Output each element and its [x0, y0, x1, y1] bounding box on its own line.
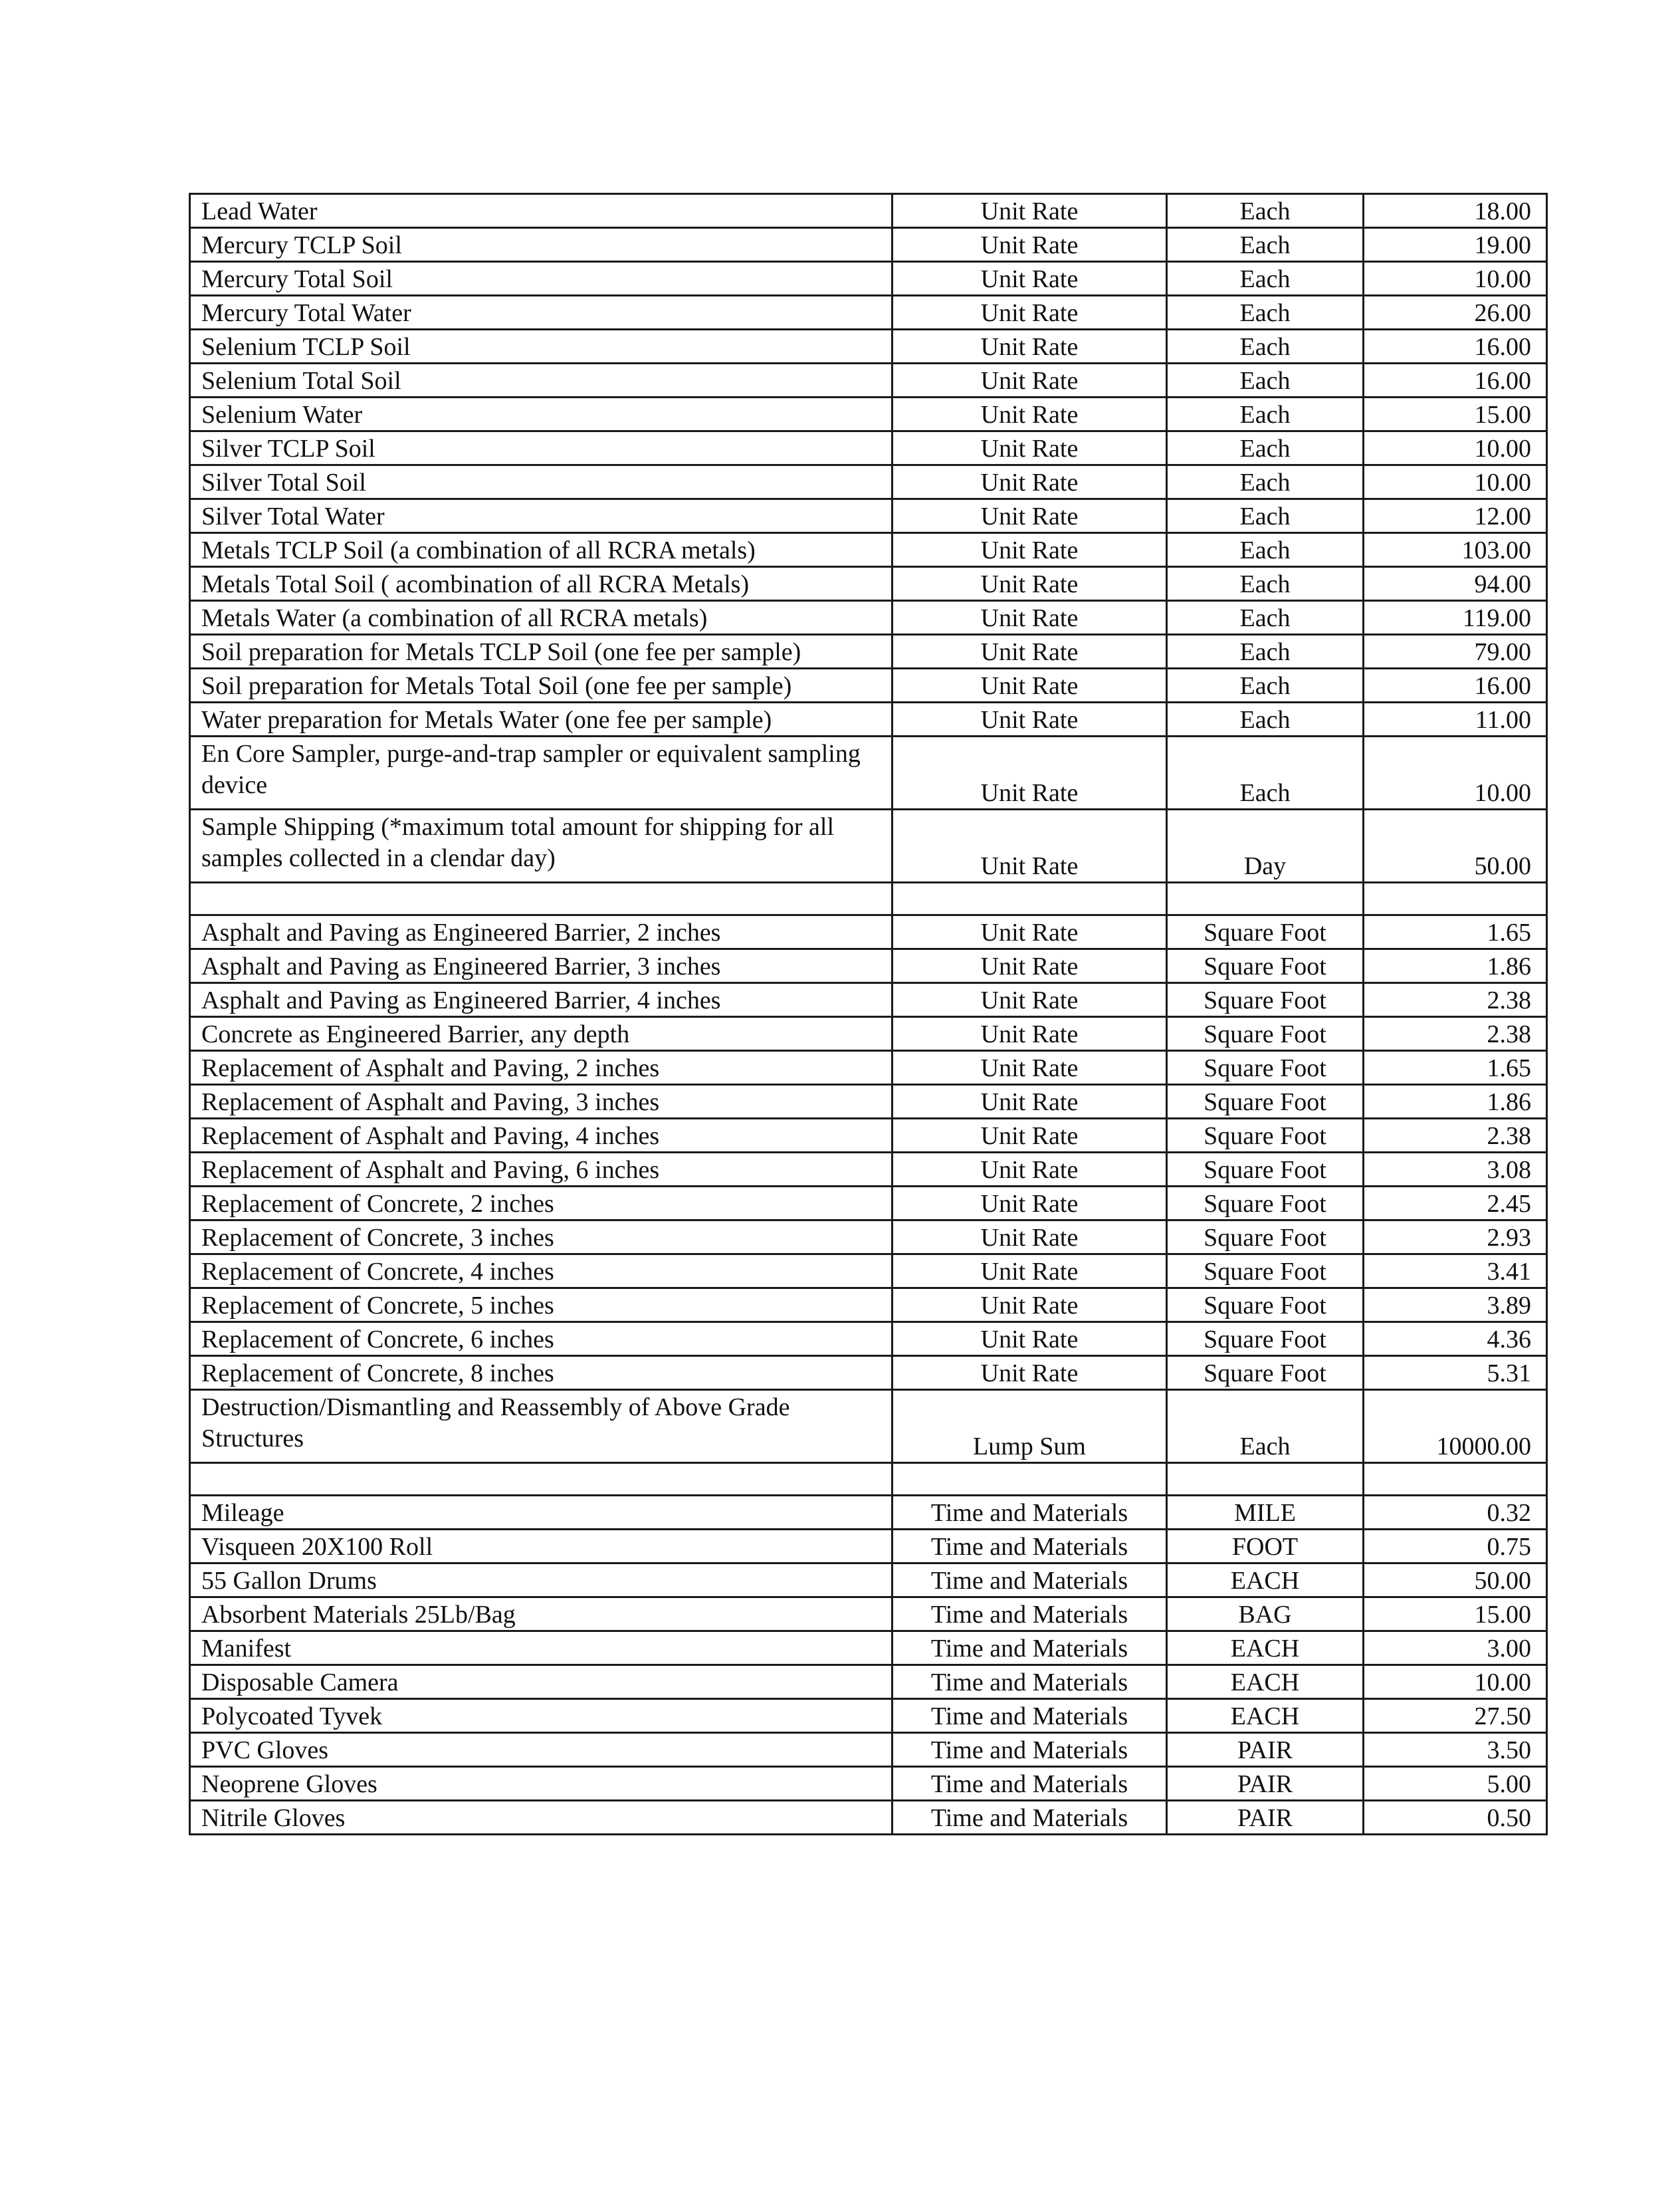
price-cell: 2.38	[1364, 1017, 1547, 1051]
table-row	[190, 983, 1547, 1017]
item-description-cell: Mercury TCLP Soil	[190, 228, 892, 262]
fee-schedule-body	[190, 194, 1547, 1835]
price-cell: 4.36	[1364, 1322, 1547, 1356]
unit-cell: Square Foot	[1167, 983, 1364, 1017]
price-cell: 1.86	[1364, 949, 1547, 983]
rate-type-cell: Unit Rate	[892, 194, 1167, 228]
table-row	[190, 1699, 1547, 1733]
rate-type-cell: Unit Rate	[892, 1085, 1167, 1119]
price-cell: 15.00	[1364, 398, 1547, 431]
item-description-cell: Silver Total Water	[190, 499, 892, 533]
price-cell: 2.93	[1364, 1220, 1547, 1254]
price-cell: 19.00	[1364, 228, 1547, 262]
item-description-cell	[190, 883, 892, 915]
unit-cell: Each	[1167, 296, 1364, 330]
rate-type-cell: Time and Materials	[892, 1665, 1167, 1699]
unit-cell: Each	[1167, 499, 1364, 533]
price-cell: 16.00	[1364, 669, 1547, 703]
rate-type-cell: Unit Rate	[892, 431, 1167, 465]
rate-type-cell: Unit Rate	[892, 983, 1167, 1017]
price-cell: 3.89	[1364, 1288, 1547, 1322]
table-row	[190, 1496, 1547, 1530]
unit-cell: EACH	[1167, 1563, 1364, 1597]
unit-cell: Square Foot	[1167, 1017, 1364, 1051]
price-cell	[1364, 1463, 1547, 1496]
table-row	[190, 1254, 1547, 1288]
item-description-cell: Silver Total Soil	[190, 465, 892, 499]
table-row	[190, 330, 1547, 364]
price-cell: 79.00	[1364, 635, 1547, 669]
table-row	[190, 1530, 1547, 1563]
table-row	[190, 601, 1547, 635]
price-cell: 3.08	[1364, 1153, 1547, 1187]
item-description-cell: Disposable Camera	[190, 1665, 892, 1699]
unit-cell: Each	[1167, 601, 1364, 635]
price-cell: 10.00	[1364, 262, 1547, 296]
item-description-cell: Metals TCLP Soil (a combination of all RCRA metals)	[190, 533, 892, 567]
rate-type-cell: Unit Rate	[892, 330, 1167, 364]
rate-type-cell: Unit Rate	[892, 1288, 1167, 1322]
rate-type-cell	[892, 1463, 1167, 1496]
unit-cell: EACH	[1167, 1699, 1364, 1733]
table-spacer-row	[190, 1463, 1547, 1496]
unit-cell: Each	[1167, 398, 1364, 431]
table-row	[190, 1733, 1547, 1767]
item-description-cell: En Core Sampler, purge-and-trap sampler or equivalent sampling device	[190, 737, 892, 810]
rate-type-cell: Unit Rate	[892, 1017, 1167, 1051]
price-cell: 10.00	[1364, 737, 1547, 810]
item-description-cell: PVC Gloves	[190, 1733, 892, 1767]
table-row	[190, 1288, 1547, 1322]
price-cell: 10.00	[1364, 431, 1547, 465]
unit-cell: Each	[1167, 194, 1364, 228]
price-cell: 94.00	[1364, 567, 1547, 601]
item-description-cell: Metals Total Soil ( acombination of all RCRA Metals)	[190, 567, 892, 601]
unit-cell: Each	[1167, 533, 1364, 567]
unit-cell: PAIR	[1167, 1733, 1364, 1767]
unit-cell: Square Foot	[1167, 1356, 1364, 1390]
table-row	[190, 1767, 1547, 1801]
table-row	[190, 465, 1547, 499]
rate-type-cell: Time and Materials	[892, 1496, 1167, 1530]
item-description-cell: Nitrile Gloves	[190, 1801, 892, 1835]
table-row	[190, 1801, 1547, 1835]
price-cell: 119.00	[1364, 601, 1547, 635]
unit-cell: Each	[1167, 364, 1364, 398]
price-cell: 3.00	[1364, 1631, 1547, 1665]
rate-type-cell: Unit Rate	[892, 1220, 1167, 1254]
unit-cell	[1167, 1463, 1364, 1496]
rate-type-cell: Unit Rate	[892, 262, 1167, 296]
unit-cell: Square Foot	[1167, 915, 1364, 949]
unit-cell: Square Foot	[1167, 1153, 1364, 1187]
price-cell: 10.00	[1364, 1665, 1547, 1699]
rate-type-cell: Time and Materials	[892, 1530, 1167, 1563]
rate-type-cell: Time and Materials	[892, 1597, 1167, 1631]
item-description-cell: Replacement of Concrete, 8 inches	[190, 1356, 892, 1390]
unit-cell: Square Foot	[1167, 1322, 1364, 1356]
table-row	[190, 262, 1547, 296]
table-spacer-row	[190, 883, 1547, 915]
fee-schedule-table	[189, 193, 1548, 1835]
price-cell: 50.00	[1364, 1563, 1547, 1597]
price-cell: 0.75	[1364, 1530, 1547, 1563]
unit-cell: Square Foot	[1167, 1119, 1364, 1153]
unit-cell: Each	[1167, 228, 1364, 262]
table-row	[190, 1356, 1547, 1390]
unit-cell: Each	[1167, 330, 1364, 364]
item-description-cell: Replacement of Concrete, 5 inches	[190, 1288, 892, 1322]
unit-cell: Square Foot	[1167, 1254, 1364, 1288]
item-description-cell: Manifest	[190, 1631, 892, 1665]
item-description-cell: Mercury Total Water	[190, 296, 892, 330]
rate-type-cell: Unit Rate	[892, 810, 1167, 883]
price-cell: 16.00	[1364, 364, 1547, 398]
unit-cell: Square Foot	[1167, 1085, 1364, 1119]
table-row	[190, 1631, 1547, 1665]
table-row	[190, 364, 1547, 398]
unit-cell: PAIR	[1167, 1767, 1364, 1801]
unit-cell: Each	[1167, 567, 1364, 601]
table-row	[190, 737, 1547, 810]
price-cell: 5.00	[1364, 1767, 1547, 1801]
item-description-cell: Neoprene Gloves	[190, 1767, 892, 1801]
unit-cell: Square Foot	[1167, 1187, 1364, 1220]
price-cell: 50.00	[1364, 810, 1547, 883]
unit-cell: FOOT	[1167, 1530, 1364, 1563]
rate-type-cell: Unit Rate	[892, 601, 1167, 635]
rate-type-cell: Time and Materials	[892, 1631, 1167, 1665]
table-row	[190, 1665, 1547, 1699]
table-row	[190, 1187, 1547, 1220]
price-cell: 27.50	[1364, 1699, 1547, 1733]
price-cell: 3.41	[1364, 1254, 1547, 1288]
item-description-cell: Replacement of Concrete, 3 inches	[190, 1220, 892, 1254]
table-row	[190, 703, 1547, 737]
table-row	[190, 194, 1547, 228]
rate-type-cell: Unit Rate	[892, 1119, 1167, 1153]
table-row	[190, 567, 1547, 601]
price-cell: 5.31	[1364, 1356, 1547, 1390]
rate-type-cell: Unit Rate	[892, 567, 1167, 601]
table-row	[190, 533, 1547, 567]
table-row	[190, 296, 1547, 330]
table-row	[190, 1390, 1547, 1463]
price-cell: 1.65	[1364, 915, 1547, 949]
table-row	[190, 810, 1547, 883]
item-description-cell: Replacement of Concrete, 2 inches	[190, 1187, 892, 1220]
item-description-cell: 55 Gallon Drums	[190, 1563, 892, 1597]
rate-type-cell: Unit Rate	[892, 364, 1167, 398]
rate-type-cell: Time and Materials	[892, 1563, 1167, 1597]
item-description-cell: Absorbent Materials 25Lb/Bag	[190, 1597, 892, 1631]
table-row	[190, 1119, 1547, 1153]
price-cell: 12.00	[1364, 499, 1547, 533]
unit-cell: Square Foot	[1167, 1220, 1364, 1254]
price-cell: 18.00	[1364, 194, 1547, 228]
rate-type-cell: Unit Rate	[892, 296, 1167, 330]
price-cell: 3.50	[1364, 1733, 1547, 1767]
table-row	[190, 669, 1547, 703]
table-row	[190, 915, 1547, 949]
rate-type-cell	[892, 883, 1167, 915]
item-description-cell: Soil preparation for Metals TCLP Soil (one fee per sample)	[190, 635, 892, 669]
item-description-cell: Replacement of Concrete, 6 inches	[190, 1322, 892, 1356]
rate-type-cell: Unit Rate	[892, 1356, 1167, 1390]
item-description-cell	[190, 1463, 892, 1496]
rate-type-cell: Unit Rate	[892, 398, 1167, 431]
item-description-cell: Metals Water (a combination of all RCRA metals)	[190, 601, 892, 635]
rate-type-cell: Unit Rate	[892, 915, 1167, 949]
unit-cell: Each	[1167, 737, 1364, 810]
table-row	[190, 1220, 1547, 1254]
unit-cell: Each	[1167, 1390, 1364, 1463]
item-description-cell: Polycoated Tyvek	[190, 1699, 892, 1733]
table-row	[190, 635, 1547, 669]
table-row	[190, 1051, 1547, 1085]
item-description-cell: Lead Water	[190, 194, 892, 228]
item-description-cell: Replacement of Asphalt and Paving, 2 inches	[190, 1051, 892, 1085]
rate-type-cell: Unit Rate	[892, 635, 1167, 669]
item-description-cell: Asphalt and Paving as Engineered Barrier, 4 inches	[190, 983, 892, 1017]
price-cell: 10.00	[1364, 465, 1547, 499]
price-cell: 15.00	[1364, 1597, 1547, 1631]
item-description-cell: Selenium TCLP Soil	[190, 330, 892, 364]
item-description-cell: Asphalt and Paving as Engineered Barrier, 3 inches	[190, 949, 892, 983]
rate-type-cell: Time and Materials	[892, 1699, 1167, 1733]
price-cell	[1364, 883, 1547, 915]
rate-type-cell: Time and Materials	[892, 1767, 1167, 1801]
rate-type-cell: Unit Rate	[892, 465, 1167, 499]
rate-type-cell: Unit Rate	[892, 499, 1167, 533]
table-row	[190, 1085, 1547, 1119]
item-description-cell: Soil preparation for Metals Total Soil (one fee per sample)	[190, 669, 892, 703]
rate-type-cell: Unit Rate	[892, 949, 1167, 983]
table-row	[190, 431, 1547, 465]
price-cell: 1.65	[1364, 1051, 1547, 1085]
rate-type-cell: Unit Rate	[892, 533, 1167, 567]
item-description-cell: Replacement of Asphalt and Paving, 3 inches	[190, 1085, 892, 1119]
unit-cell: Day	[1167, 810, 1364, 883]
price-cell: 2.38	[1364, 1119, 1547, 1153]
item-description-cell: Replacement of Concrete, 4 inches	[190, 1254, 892, 1288]
rate-type-cell: Unit Rate	[892, 1051, 1167, 1085]
price-cell: 103.00	[1364, 533, 1547, 567]
rate-type-cell: Unit Rate	[892, 669, 1167, 703]
table-row	[190, 1597, 1547, 1631]
price-cell: 0.50	[1364, 1801, 1547, 1835]
price-cell: 16.00	[1364, 330, 1547, 364]
unit-cell: Each	[1167, 465, 1364, 499]
rate-type-cell: Unit Rate	[892, 1187, 1167, 1220]
item-description-cell: Asphalt and Paving as Engineered Barrier, 2 inches	[190, 915, 892, 949]
table-row	[190, 499, 1547, 533]
unit-cell: MILE	[1167, 1496, 1364, 1530]
price-cell: 0.32	[1364, 1496, 1547, 1530]
price-cell: 1.86	[1364, 1085, 1547, 1119]
item-description-cell: Selenium Total Soil	[190, 364, 892, 398]
item-description-cell: Concrete as Engineered Barrier, any depth	[190, 1017, 892, 1051]
table-row	[190, 228, 1547, 262]
unit-cell: Each	[1167, 669, 1364, 703]
table-row	[190, 949, 1547, 983]
table-row	[190, 1153, 1547, 1187]
item-description-cell: Mileage	[190, 1496, 892, 1530]
unit-cell: Square Foot	[1167, 1051, 1364, 1085]
unit-cell: EACH	[1167, 1631, 1364, 1665]
rate-type-cell: Unit Rate	[892, 703, 1167, 737]
item-description-cell: Water preparation for Metals Water (one fee per sample)	[190, 703, 892, 737]
item-description-cell: Mercury Total Soil	[190, 262, 892, 296]
rate-type-cell: Time and Materials	[892, 1801, 1167, 1835]
table-row	[190, 1563, 1547, 1597]
rate-type-cell: Time and Materials	[892, 1733, 1167, 1767]
rate-type-cell: Unit Rate	[892, 228, 1167, 262]
price-cell: 11.00	[1364, 703, 1547, 737]
unit-cell: EACH	[1167, 1665, 1364, 1699]
item-description-cell: Replacement of Asphalt and Paving, 6 inches	[190, 1153, 892, 1187]
unit-cell: Square Foot	[1167, 1288, 1364, 1322]
item-description-cell: Sample Shipping (*maximum total amount for shipping for all samples collected in a clendar day)	[190, 810, 892, 883]
unit-cell: Each	[1167, 431, 1364, 465]
table-row	[190, 1322, 1547, 1356]
price-cell: 2.38	[1364, 983, 1547, 1017]
price-cell: 10000.00	[1364, 1390, 1547, 1463]
unit-cell: Square Foot	[1167, 949, 1364, 983]
unit-cell: Each	[1167, 262, 1364, 296]
unit-cell: Each	[1167, 703, 1364, 737]
table-row	[190, 1017, 1547, 1051]
item-description-cell: Visqueen 20X100 Roll	[190, 1530, 892, 1563]
table-row	[190, 398, 1547, 431]
unit-cell: PAIR	[1167, 1801, 1364, 1835]
rate-type-cell: Lump Sum	[892, 1390, 1167, 1463]
item-description-cell: Replacement of Asphalt and Paving, 4 inches	[190, 1119, 892, 1153]
unit-cell: BAG	[1167, 1597, 1364, 1631]
item-description-cell: Selenium Water	[190, 398, 892, 431]
rate-type-cell: Unit Rate	[892, 1322, 1167, 1356]
unit-cell	[1167, 883, 1364, 915]
item-description-cell: Silver TCLP Soil	[190, 431, 892, 465]
price-cell: 26.00	[1364, 296, 1547, 330]
rate-type-cell: Unit Rate	[892, 1153, 1167, 1187]
rate-type-cell: Unit Rate	[892, 1254, 1167, 1288]
rate-type-cell: Unit Rate	[892, 737, 1167, 810]
item-description-cell: Destruction/Dismantling and Reassembly of Above Grade Structures	[190, 1390, 892, 1463]
unit-cell: Each	[1167, 635, 1364, 669]
price-cell: 2.45	[1364, 1187, 1547, 1220]
